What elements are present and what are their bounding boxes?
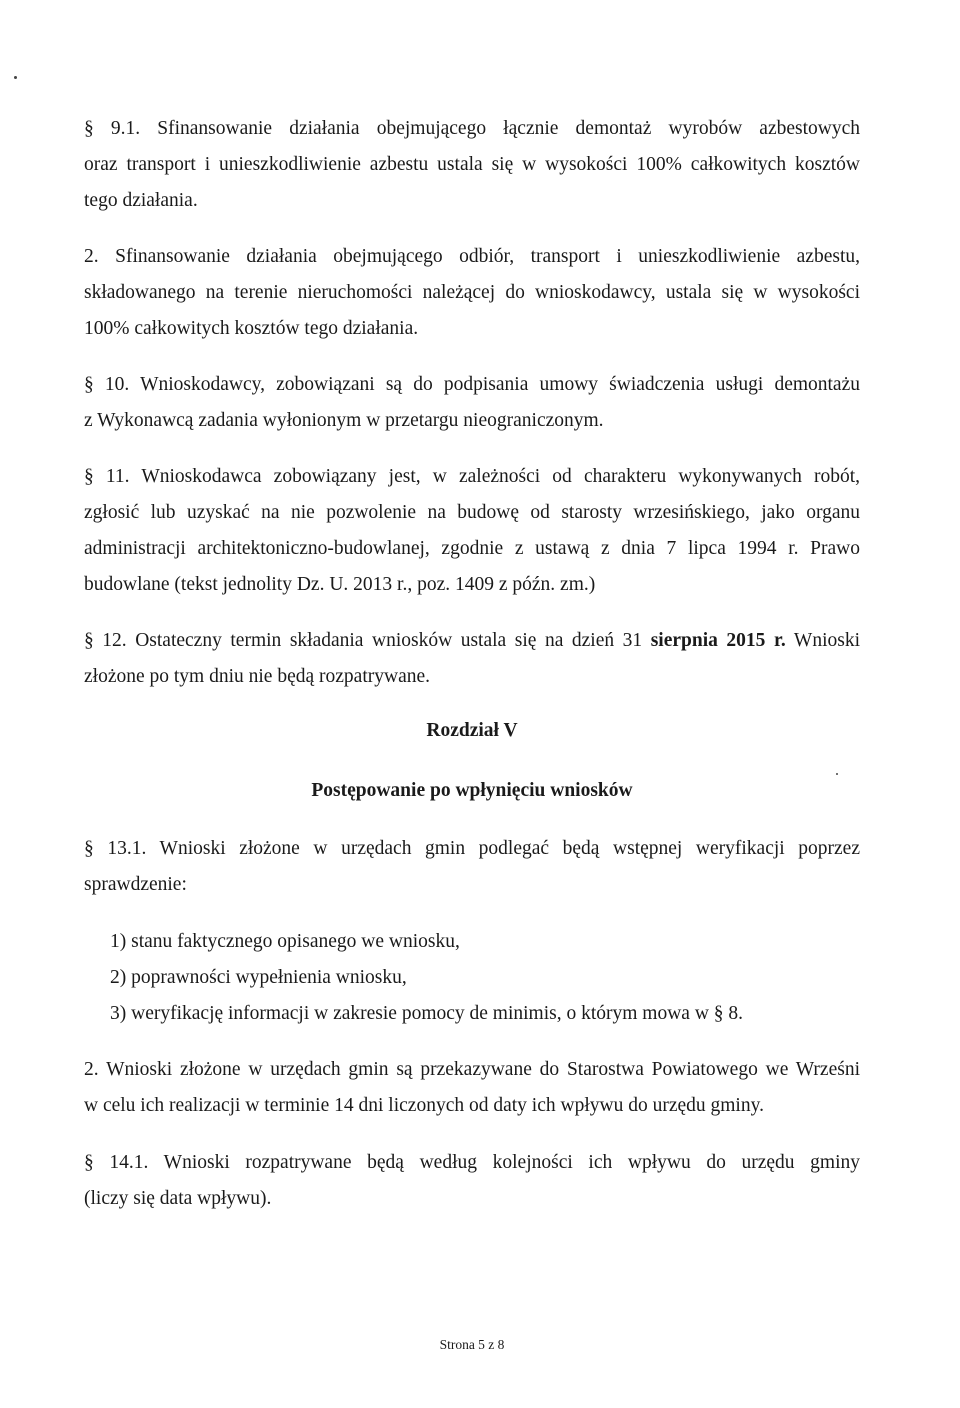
deadline-date: sierpnia 2015 r. xyxy=(650,630,786,651)
paragraph-10-line-1: § 10. Wnioskodawcy, zobowiązani są do podpisania umowy świadczenia usługi demontażu xyxy=(84,374,860,395)
list-item-1: 1) stanu faktycznego opisanego we wniosku, xyxy=(110,931,460,952)
paragraph-12-line-2: złożone po tym dniu nie będą rozpatrywane. xyxy=(84,666,431,687)
paragraph-9-2-line-2: składowanego na terenie nieruchomości należącej do wnioskodawcy, ustala się w wysokości xyxy=(84,282,860,303)
chapter-subtitle: Postępowanie po wpłynięciu wniosków xyxy=(311,780,633,801)
paragraph-13-1-line-2: sprawdzenie: xyxy=(84,874,187,895)
paragraph-11-line-1: § 11. Wnioskodawca zobowiązany jest, w zależności od charakteru wykonywanych robót, xyxy=(84,466,860,487)
list-item-3: 3) weryfikację informacji w zakresie pomocy de minimis, o którym mowa w § 8. xyxy=(110,1003,744,1024)
paragraph-14-1-line-1: § 14.1. Wnioski rozpatrywane będą według kolejności ich wpływu do urzędu gminy xyxy=(84,1152,860,1173)
paragraph-11-line-2: zgłosić lub uzyskać na nie pozwolenie na budowę od starosty wrzesińskiego, jako organu xyxy=(84,502,860,523)
paragraph-9-1-line-3: tego działania. xyxy=(84,190,198,211)
paragraph-14-1-line-2: (liczy się data wpływu). xyxy=(84,1188,272,1209)
scan-speck xyxy=(836,773,838,775)
paragraph-9-1-line-1: § 9.1. Sfinansowanie działania obejmującego łącznie demontaż wyrobów azbestowych xyxy=(84,118,860,139)
paragraph-12-text-start: § 12. Ostateczny termin składania wniosków ustala się na dzień 31 xyxy=(84,630,651,651)
paragraph-13-2-line-2: w celu ich realizacji w terminie 14 dni liczonych od daty ich wpływu do urzędu gminy. xyxy=(84,1095,764,1116)
paragraph-11-line-4: budowlane (tekst jednolity Dz. U. 2013 r., poz. 1409 z późn. zm.) xyxy=(84,574,596,595)
paragraph-10-line-2: z Wykonawcą zadania wyłonionym w przetargu nieograniczonym. xyxy=(84,410,604,431)
scan-speck xyxy=(14,76,17,79)
paragraph-11-line-3: administracji architektoniczno-budowlanej, zgodnie z ustawą z dnia 7 lipca 1994 r. Prawo xyxy=(84,538,860,559)
paragraph-9-2-line-3: 100% całkowitych kosztów tego działania. xyxy=(84,318,419,339)
page-number: Strona 5 z 8 xyxy=(439,1337,505,1352)
paragraph-9-1-line-2: oraz transport i unieszkodliwienie azbestu ustala się w wysokości 100% całkowitych kosztów xyxy=(84,154,860,175)
paragraph-12-text-end: Wnioski xyxy=(785,630,860,651)
paragraph-13-1-line-1: § 13.1. Wnioski złożone w urzędach gmin podlegać będą wstępnej weryfikacji poprzez xyxy=(84,838,860,859)
paragraph-12-line-1 xyxy=(84,629,860,653)
list-item-2: 2) poprawności wypełnienia wniosku, xyxy=(110,967,407,988)
paragraph-13-2-line-1: 2. Wnioski złożone w urzędach gmin są przekazywane do Starostwa Powiatowego we Wrześni xyxy=(84,1059,860,1080)
chapter-title: Rozdział V xyxy=(426,720,518,741)
paragraph-9-2-line-1: 2. Sfinansowanie działania obejmującego odbiór, transport i unieszkodliwienie azbestu, xyxy=(84,246,860,267)
